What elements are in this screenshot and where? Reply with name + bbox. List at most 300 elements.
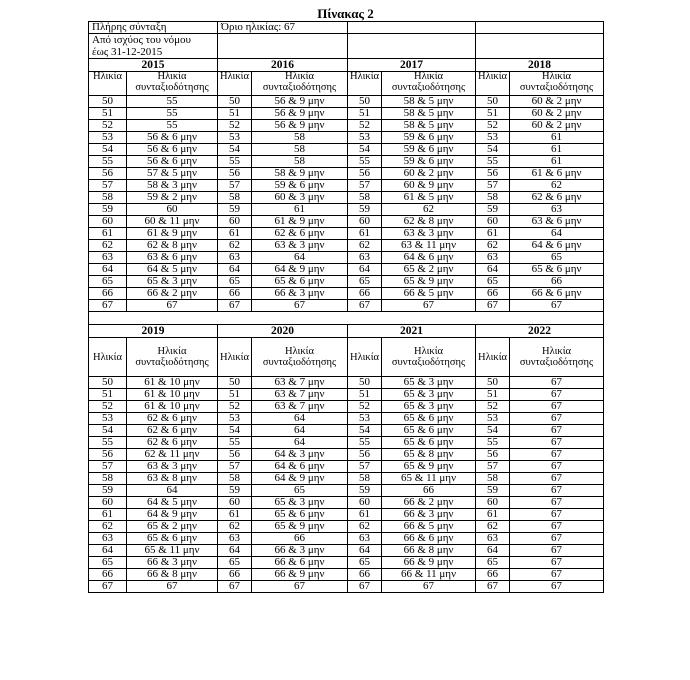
age-column-header: Ηλικία [476, 72, 510, 96]
pension-age-column-header: Ηλικία συνταξιοδότησης [510, 72, 604, 96]
pension-age-cell: 63 [510, 204, 604, 216]
pension-age-cell: 56 & 6 μην [127, 132, 218, 144]
pension-age-cell: 67 [510, 377, 604, 389]
pension-age-cell: 66 & 9 μην [382, 557, 476, 569]
age-cell: 66 [476, 569, 510, 581]
pension-age-cell: 61 [510, 156, 604, 168]
pension-age-cell: 66 & 3 μην [252, 288, 348, 300]
spacer-row [89, 312, 604, 325]
pension-age-cell: 58 [252, 144, 348, 156]
pension-age-cell: 67 [382, 300, 476, 312]
age-cell: 57 [89, 461, 127, 473]
age-cell: 55 [476, 437, 510, 449]
column-header-row [89, 338, 604, 377]
pension-age-cell: 66 & 9 μην [252, 569, 348, 581]
law-line-2: έως 31-12-2015 [92, 46, 163, 58]
spacer [89, 312, 604, 325]
age-cell: 62 [218, 240, 252, 252]
age-cell: 66 [89, 288, 127, 300]
age-cell: 57 [89, 180, 127, 192]
pension-age-cell: 65 & 2 μην [382, 264, 476, 276]
table-row [89, 413, 604, 425]
pension-age-cell: 65 & 3 μην [382, 389, 476, 401]
pension-age-cell: 60 & 3 μην [252, 192, 348, 204]
pension-age-cell: 64 & 5 μην [127, 264, 218, 276]
age-cell: 52 [476, 120, 510, 132]
age-cell: 60 [218, 497, 252, 509]
table-row [89, 557, 604, 569]
age-column-header: Ηλικία [218, 72, 252, 96]
table-row [89, 569, 604, 581]
age-cell: 60 [89, 497, 127, 509]
table-row [89, 581, 604, 593]
age-cell: 52 [89, 120, 127, 132]
pension-age-cell: 62 & 8 μην [127, 240, 218, 252]
table-row [89, 276, 604, 288]
age-cell: 51 [476, 389, 510, 401]
pension-age-cell: 60 & 2 μην [510, 96, 604, 108]
age-cell: 51 [348, 389, 382, 401]
age-cell: 63 [476, 533, 510, 545]
table-row [89, 144, 604, 156]
age-cell: 50 [476, 377, 510, 389]
pension-age-cell: 64 & 3 μην [252, 449, 348, 461]
age-cell: 53 [218, 413, 252, 425]
pension-age-cell: 58 & 5 μην [382, 120, 476, 132]
age-cell: 52 [348, 401, 382, 413]
age-cell: 58 [348, 192, 382, 204]
pension-age-cell: 60 & 9 μην [382, 180, 476, 192]
table-row [89, 401, 604, 413]
pension-age-cell: 64 [252, 413, 348, 425]
age-cell: 54 [89, 425, 127, 437]
age-cell: 62 [348, 240, 382, 252]
pension-age-column-header: Ηλικία συνταξιοδότησης [252, 72, 348, 96]
pension-age-cell: 65 & 3 μην [382, 377, 476, 389]
age-cell: 57 [348, 461, 382, 473]
block-1 [89, 59, 604, 312]
age-column-header: Ηλικία [348, 72, 382, 96]
pension-age-cell: 56 & 9 μην [252, 120, 348, 132]
table-row [89, 240, 604, 252]
age-cell: 65 [89, 557, 127, 569]
pension-age-column-header: Ηλικία συνταξιοδότησης [252, 338, 348, 377]
age-cell: 55 [348, 156, 382, 168]
table-row [89, 461, 604, 473]
age-cell: 52 [218, 120, 252, 132]
age-cell: 58 [476, 192, 510, 204]
pension-age-cell: 65 & 6 μην [382, 425, 476, 437]
age-cell: 50 [218, 377, 252, 389]
table-row [89, 168, 604, 180]
pension-age-cell: 63 & 6 μην [127, 252, 218, 264]
pension-age-cell: 67 [510, 461, 604, 473]
age-cell: 61 [476, 509, 510, 521]
pension-age-cell: 61 [510, 144, 604, 156]
pension-age-cell: 65 & 9 μην [382, 276, 476, 288]
pension-age-cell: 61 & 10 μην [127, 389, 218, 401]
year-header: 2016 [218, 59, 348, 72]
pension-age-cell: 64 & 5 μην [127, 497, 218, 509]
empty-cell [218, 34, 348, 59]
age-cell: 56 [89, 449, 127, 461]
age-column-header: Ηλικία [476, 338, 510, 377]
pension-age-cell: 67 [510, 401, 604, 413]
pension-age-cell: 63 & 7 μην [252, 389, 348, 401]
age-cell: 58 [218, 473, 252, 485]
pension-age-cell: 63 & 7 μην [252, 401, 348, 413]
year-header: 2022 [476, 325, 604, 338]
table-row [89, 300, 604, 312]
age-cell: 67 [218, 300, 252, 312]
pension-age-cell: 64 & 6 μην [252, 461, 348, 473]
age-cell: 62 [218, 521, 252, 533]
pension-age-cell: 57 & 5 μην [127, 168, 218, 180]
pension-age-cell: 62 & 6 μην [127, 437, 218, 449]
pension-age-cell: 64 [252, 425, 348, 437]
pension-age-cell: 60 & 11 μην [127, 216, 218, 228]
pension-age-cell: 67 [510, 521, 604, 533]
age-cell: 52 [476, 401, 510, 413]
pension-age-column-header: Ηλικία συνταξιοδότησης [127, 72, 218, 96]
pension-age-cell: 66 & 11 μην [382, 569, 476, 581]
age-cell: 61 [218, 228, 252, 240]
age-cell: 66 [218, 569, 252, 581]
pension-age-cell: 66 & 3 μην [127, 557, 218, 569]
pension-age-cell: 56 & 9 μην [252, 96, 348, 108]
age-cell: 59 [218, 204, 252, 216]
table-title: Πίνακας 2 [317, 6, 374, 21]
age-cell: 60 [89, 216, 127, 228]
table-row [89, 288, 604, 300]
pension-age-cell: 58 [252, 132, 348, 144]
pension-age-cell: 67 [252, 300, 348, 312]
pension-age-cell: 62 [510, 180, 604, 192]
law-period-cell [89, 34, 218, 59]
table-row [89, 521, 604, 533]
pension-age-cell: 65 & 6 μην [382, 437, 476, 449]
age-cell: 60 [476, 497, 510, 509]
table-row [89, 252, 604, 264]
year-header-row [89, 59, 604, 72]
pension-age-cell: 58 & 9 μην [252, 168, 348, 180]
age-cell: 67 [348, 300, 382, 312]
table-row [89, 389, 604, 401]
pension-age-cell: 56 & 6 μην [127, 144, 218, 156]
pension-age-cell: 66 [510, 276, 604, 288]
age-cell: 65 [348, 276, 382, 288]
pension-age-cell: 66 & 3 μην [382, 509, 476, 521]
pension-age-cell: 65 & 6 μην [252, 276, 348, 288]
pension-age-cell: 67 [382, 581, 476, 593]
year-header: 2017 [348, 59, 476, 72]
pension-age-cell: 67 [510, 300, 604, 312]
age-cell: 56 [348, 168, 382, 180]
year-header: 2015 [89, 59, 218, 72]
age-cell: 60 [348, 216, 382, 228]
year-header-row [89, 325, 604, 338]
pension-age-cell: 63 & 7 μην [252, 377, 348, 389]
pension-age-cell: 66 [252, 533, 348, 545]
age-cell: 51 [348, 108, 382, 120]
pension-age-cell: 62 & 6 μην [510, 192, 604, 204]
pension-age-table [88, 21, 604, 593]
pension-age-cell: 67 [510, 473, 604, 485]
age-cell: 54 [476, 144, 510, 156]
age-cell: 63 [476, 252, 510, 264]
age-cell: 51 [218, 389, 252, 401]
pension-age-cell: 60 & 2 μην [382, 168, 476, 180]
pension-age-cell: 61 & 10 μην [127, 377, 218, 389]
pension-age-cell: 67 [510, 545, 604, 557]
pension-age-cell: 66 & 6 μην [252, 557, 348, 569]
pension-age-cell: 67 [510, 557, 604, 569]
pension-age-cell: 59 & 6 μην [382, 144, 476, 156]
empty-cell [348, 34, 476, 59]
age-cell: 61 [348, 228, 382, 240]
law-line-1: Από ισχύος του νόμου [92, 34, 192, 46]
age-cell: 66 [476, 288, 510, 300]
age-cell: 57 [476, 461, 510, 473]
table-row [89, 533, 604, 545]
age-cell: 67 [348, 581, 382, 593]
age-cell: 50 [348, 96, 382, 108]
age-cell: 66 [348, 569, 382, 581]
pension-age-cell: 65 & 3 μην [382, 401, 476, 413]
age-cell: 56 [476, 168, 510, 180]
age-cell: 60 [348, 497, 382, 509]
pension-age-cell: 66 [382, 485, 476, 497]
pension-age-cell: 64 [252, 252, 348, 264]
age-cell: 57 [348, 180, 382, 192]
age-cell: 52 [348, 120, 382, 132]
pension-age-cell: 64 [252, 437, 348, 449]
age-cell: 56 [89, 168, 127, 180]
age-cell: 53 [89, 413, 127, 425]
pension-age-cell: 59 & 2 μην [127, 192, 218, 204]
age-cell: 63 [218, 252, 252, 264]
age-cell: 53 [348, 413, 382, 425]
year-header: 2019 [89, 325, 218, 338]
pension-age-cell: 56 & 6 μην [127, 156, 218, 168]
table-row [89, 485, 604, 497]
age-column-header: Ηλικία [89, 338, 127, 377]
age-cell: 54 [348, 144, 382, 156]
table-row [89, 204, 604, 216]
pension-age-cell: 65 & 11 μην [127, 545, 218, 557]
age-cell: 57 [476, 180, 510, 192]
age-column-header: Ηλικία [348, 338, 382, 377]
pension-age-cell: 66 & 8 μην [127, 569, 218, 581]
age-cell: 51 [476, 108, 510, 120]
pension-age-column-header: Ηλικία συνταξιοδότησης [510, 338, 604, 377]
pension-age-column-header: Ηλικία συνταξιοδότησης [382, 72, 476, 96]
age-cell: 50 [89, 96, 127, 108]
age-cell: 66 [89, 569, 127, 581]
empty-cell [476, 34, 604, 59]
age-cell: 56 [348, 449, 382, 461]
pension-age-cell: 55 [127, 120, 218, 132]
pension-age-cell: 61 & 5 μην [382, 192, 476, 204]
age-column-header: Ηλικία [218, 338, 252, 377]
pension-age-cell: 65 & 8 μην [382, 449, 476, 461]
age-cell: 62 [89, 240, 127, 252]
pension-age-cell: 67 [127, 581, 218, 593]
age-cell: 66 [348, 288, 382, 300]
pension-age-cell: 65 & 6 μην [382, 413, 476, 425]
age-limit-cell: Όριο ηλικίας: 67 [218, 22, 348, 34]
pension-age-cell: 63 & 8 μην [127, 473, 218, 485]
pension-age-cell: 64 & 9 μην [127, 509, 218, 521]
age-cell: 50 [476, 96, 510, 108]
pension-age-cell: 64 [127, 485, 218, 497]
pension-age-cell: 66 & 2 μην [127, 288, 218, 300]
pension-age-cell: 65 & 9 μην [382, 461, 476, 473]
pension-age-cell: 64 & 6 μην [510, 240, 604, 252]
pension-age-cell: 67 [510, 485, 604, 497]
age-cell: 54 [348, 425, 382, 437]
pension-age-cell: 66 & 2 μην [382, 497, 476, 509]
pension-age-cell: 65 [510, 252, 604, 264]
age-cell: 61 [89, 228, 127, 240]
pension-age-cell: 67 [510, 569, 604, 581]
year-header: 2021 [348, 325, 476, 338]
table-row [89, 132, 604, 144]
age-cell: 64 [348, 264, 382, 276]
table-row [89, 473, 604, 485]
pension-age-cell: 55 [127, 96, 218, 108]
pension-age-cell: 55 [127, 108, 218, 120]
pension-age-cell: 67 [510, 389, 604, 401]
pension-age-cell: 66 & 5 μην [382, 521, 476, 533]
age-cell: 65 [218, 557, 252, 569]
table-row [89, 156, 604, 168]
age-cell: 65 [348, 557, 382, 569]
age-cell: 50 [348, 377, 382, 389]
age-cell: 67 [89, 581, 127, 593]
block-2 [89, 325, 604, 593]
age-cell: 61 [218, 509, 252, 521]
age-column-header: Ηλικία [89, 72, 127, 96]
table-row [89, 545, 604, 557]
age-cell: 54 [89, 144, 127, 156]
pension-age-cell: 63 & 6 μην [510, 216, 604, 228]
age-cell: 51 [89, 108, 127, 120]
pension-age-cell: 65 & 3 μην [127, 276, 218, 288]
age-cell: 56 [476, 449, 510, 461]
age-cell: 65 [218, 276, 252, 288]
age-cell: 53 [476, 413, 510, 425]
pension-age-cell: 65 [252, 485, 348, 497]
document-page [88, 6, 603, 593]
pension-age-cell: 65 & 6 μην [127, 533, 218, 545]
table-row [89, 228, 604, 240]
age-cell: 60 [218, 216, 252, 228]
age-cell: 53 [89, 132, 127, 144]
age-cell: 63 [218, 533, 252, 545]
pension-age-cell: 67 [510, 425, 604, 437]
age-cell: 59 [218, 485, 252, 497]
pension-age-cell: 58 [252, 156, 348, 168]
age-cell: 51 [218, 108, 252, 120]
age-cell: 60 [476, 216, 510, 228]
age-cell: 55 [218, 156, 252, 168]
pension-age-cell: 61 & 9 μην [252, 216, 348, 228]
pension-age-cell: 65 & 6 μην [510, 264, 604, 276]
table-row [89, 108, 604, 120]
age-cell: 53 [348, 132, 382, 144]
age-cell: 55 [89, 156, 127, 168]
table-row [89, 509, 604, 521]
pension-age-cell: 67 [510, 581, 604, 593]
table-row [89, 180, 604, 192]
pension-age-cell: 64 & 9 μην [252, 264, 348, 276]
age-cell: 57 [218, 461, 252, 473]
age-cell: 50 [89, 377, 127, 389]
pension-age-cell: 65 & 2 μην [127, 521, 218, 533]
pension-age-cell: 61 & 9 μην [127, 228, 218, 240]
pension-age-cell: 61 & 6 μην [510, 168, 604, 180]
age-cell: 67 [218, 581, 252, 593]
age-cell: 55 [348, 437, 382, 449]
age-cell: 67 [476, 581, 510, 593]
age-cell: 55 [218, 437, 252, 449]
pension-age-cell: 67 [510, 497, 604, 509]
pension-age-cell: 67 [510, 413, 604, 425]
age-cell: 63 [348, 252, 382, 264]
empty-cell [348, 22, 476, 34]
age-cell: 64 [476, 545, 510, 557]
age-cell: 63 [89, 533, 127, 545]
age-cell: 64 [348, 545, 382, 557]
age-cell: 52 [89, 401, 127, 413]
pension-age-cell: 67 [510, 437, 604, 449]
table-row [89, 216, 604, 228]
pension-age-cell: 60 [127, 204, 218, 216]
pension-age-cell: 60 & 2 μην [510, 120, 604, 132]
pension-age-cell: 59 & 6 μην [382, 132, 476, 144]
age-cell: 67 [89, 300, 127, 312]
age-cell: 54 [476, 425, 510, 437]
pension-age-cell: 66 & 3 μην [252, 545, 348, 557]
age-cell: 56 [218, 168, 252, 180]
pension-age-cell: 64 [510, 228, 604, 240]
year-header: 2018 [476, 59, 604, 72]
age-cell: 59 [476, 204, 510, 216]
pension-age-cell: 59 & 6 μην [252, 180, 348, 192]
year-header: 2020 [218, 325, 348, 338]
age-cell: 59 [89, 485, 127, 497]
pension-age-cell: 66 & 6 μην [382, 533, 476, 545]
pension-age-cell: 63 & 3 μην [382, 228, 476, 240]
empty-cell [476, 22, 604, 34]
table-row [89, 264, 604, 276]
age-cell: 58 [89, 192, 127, 204]
pension-age-cell: 63 & 11 μην [382, 240, 476, 252]
age-cell: 54 [218, 425, 252, 437]
pension-age-cell: 66 & 5 μην [382, 288, 476, 300]
age-cell: 58 [218, 192, 252, 204]
table-row [89, 96, 604, 108]
info-row-1 [89, 22, 604, 34]
age-cell: 63 [348, 533, 382, 545]
table-row [89, 377, 604, 389]
age-cell: 67 [476, 300, 510, 312]
pension-age-cell: 67 [510, 509, 604, 521]
pension-age-cell: 58 & 5 μην [382, 96, 476, 108]
pension-age-cell: 61 & 10 μην [127, 401, 218, 413]
age-cell: 53 [218, 132, 252, 144]
